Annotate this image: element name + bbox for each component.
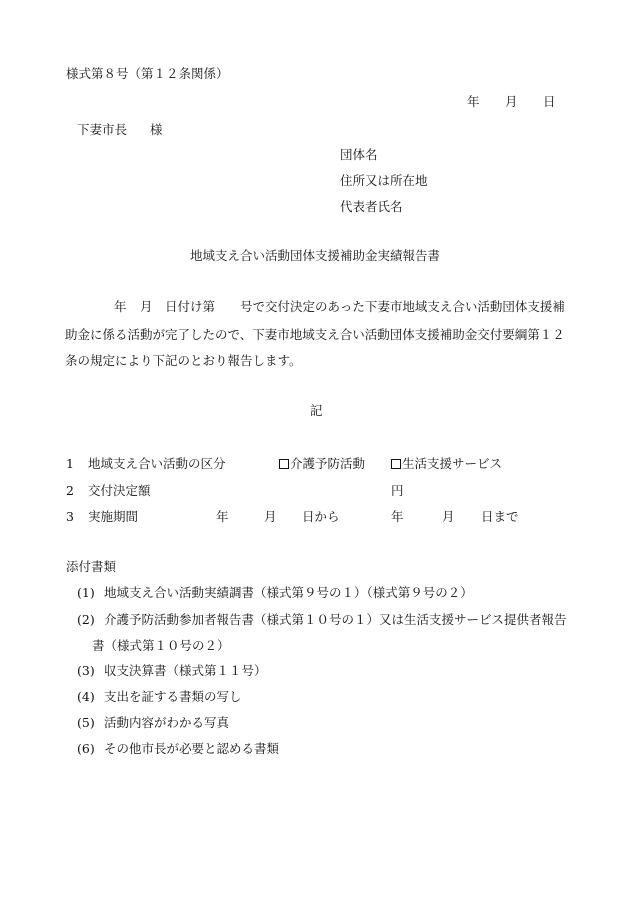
- attachment-text: 地域支え合い活動実績調書（様式第９号の１）（様式第９号の２）: [104, 585, 473, 600]
- period-end-day: 日まで: [481, 509, 519, 524]
- item-1-number: 1: [66, 456, 74, 471]
- attachment-number: (5): [77, 715, 95, 730]
- item-2-unit: 円: [391, 483, 404, 498]
- body-line1-rest: 号で交付決定のあった下妻市地域支え合い活動団体支援補: [240, 299, 565, 314]
- period-start-day: 日から: [302, 509, 340, 524]
- option-care-prevention[interactable]: [279, 458, 365, 471]
- date-year: 年: [467, 94, 480, 109]
- attachment-number: (6): [77, 741, 95, 756]
- item-3-number: 3: [66, 509, 74, 524]
- item-3-label: 実施期間: [88, 509, 139, 524]
- attachment-number: (4): [77, 689, 95, 704]
- document-title: 地域支え合い活動団体支援補助金実績報告書: [190, 248, 441, 263]
- body-day: 日付け第: [165, 299, 216, 314]
- attachment-text: 支出を証する書類の写し: [104, 689, 242, 704]
- checkbox-icon[interactable]: [391, 459, 401, 469]
- addressee-name: 下妻市長: [77, 122, 128, 137]
- attachment-text: 活動内容がわかる写真: [104, 715, 230, 730]
- addressee-honorific: 様: [150, 122, 163, 137]
- attachment-number: (2): [77, 612, 95, 627]
- attachments-heading: 添付書類: [66, 559, 117, 574]
- period-start-month: 月: [264, 509, 277, 524]
- period-end-month: 月: [442, 509, 455, 524]
- body-line3: 条の規定により下記のとおり報告します。: [65, 353, 302, 368]
- applicant-representative: 代表者氏名: [340, 199, 403, 214]
- option-life-support[interactable]: [391, 458, 502, 471]
- body-month: 月: [140, 299, 153, 314]
- attachment-number: (1): [77, 585, 95, 600]
- body-line2: 助金に係る活動が完了したので、下妻市地域支え合い活動団体支援補助金交付要綱第１２: [65, 327, 565, 342]
- attachment-text: 介護予防活動参加者報告書（様式第１０号の１）又は生活支援サービス提供者報告: [104, 612, 567, 627]
- option-care-prevention-label: 介護予防活動: [290, 456, 366, 471]
- option-life-support-label: 生活支援サービス: [402, 456, 503, 471]
- attachment-text-continued: 書（様式第１０号の２）: [92, 638, 230, 653]
- attachment-text: 収支決算書（様式第１１号）: [104, 663, 267, 678]
- item-2-number: 2: [66, 483, 74, 498]
- date-month: 月: [505, 94, 518, 109]
- date-day: 日: [543, 94, 556, 109]
- item-2-label: 交付決定額: [88, 483, 151, 498]
- item-1-label: 地域支え合い活動の区分: [88, 456, 226, 471]
- form-label: 様式第８号（第１２条関係）: [66, 66, 229, 81]
- checkbox-icon[interactable]: [279, 459, 289, 469]
- applicant-org-name: 団体名: [340, 147, 378, 162]
- applicant-address: 住所又は所在地: [340, 173, 428, 188]
- period-start-year: 年: [216, 509, 229, 524]
- attachment-text: その他市長が必要と認める書類: [104, 741, 280, 756]
- body-year: 年: [114, 299, 127, 314]
- period-end-year: 年: [391, 509, 404, 524]
- ki-heading: 記: [310, 403, 323, 418]
- attachment-number: (3): [77, 663, 95, 678]
